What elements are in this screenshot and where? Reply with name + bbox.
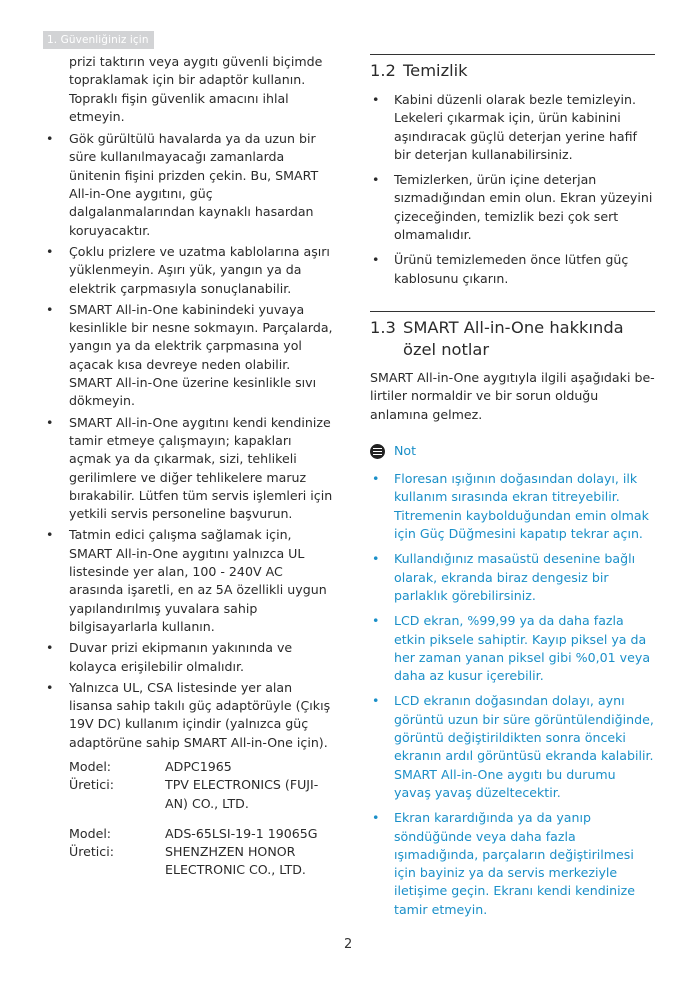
list-item: • Kabini düzenli olarak bezle temizleyin. Lekeleri çıkarmak için, ürün kabinini aşındıracak güçlü deterjan yerine hafif bir deterjan kullanabilirsiniz.	[370, 91, 655, 164]
list-item: • LCD ekran, %99,99 ya da daha fazla etkin piksele sahiptir. Kayıp piksel ya da her zaman yanan piksel gibi %0,01 veya daha az kusur içerebilir.	[370, 612, 655, 685]
list-item: • Çoklu prizlere ve uzatma kablolarına aşırı yüklenmeyin. Aşırı yük, yangın ya da elektrik çarpmasıyla sonuçlanabilir.	[44, 243, 334, 298]
note-list	[370, 470, 655, 919]
model-value: ADS-65LSI-19-1 19065G	[165, 825, 318, 841]
list-item: • Duvar prizi ekipmanın yakınında ve kolayca erişilebilir olmalıdır.	[44, 639, 334, 676]
spec-group	[69, 825, 334, 880]
right-column	[370, 54, 655, 926]
section-title: SMART All-in-One hakkında özel notlar	[403, 317, 624, 359]
section-divider	[370, 311, 655, 312]
model-value: ADPC1965	[165, 758, 232, 774]
section-number: 1.3	[370, 317, 396, 337]
adapter-specs	[44, 758, 334, 880]
list-item: • SMART All-in-One kabinindeki yuvaya kesinlikle bir nesne sokmayın. Parçalarda, yangın ya da elektrik çarpmasına yol açacak kısa devreye neden olabilir. SMART All-in-One üzerine kesinlikle sıvı dökmeyin.	[44, 301, 334, 411]
section-heading-cleaning	[370, 60, 655, 82]
list-item: • Yalnızca UL, CSA listesinde yer alan lisansa sahip takılı güç adaptörüyle (Çıkış 19V DC) kullanım içindir (yalnızca güç adaptörüne sahip SMART All-in-One için).	[44, 679, 334, 752]
list-item: • Kullandığınız masaüstü desenine bağlı olarak, ekranda biraz dengesiz bir parlaklık görebilirsiniz.	[370, 550, 655, 605]
section-divider	[370, 54, 655, 55]
note-icon	[370, 444, 385, 459]
list-item: • Floresan ışığının doğasından dolayı, ilk kullanım sırasında ekran titreyebilir. Titremenin kaybolduğundan emin olmak için Güç Düğmesini kapatıp tekrar açın.	[370, 470, 655, 543]
intro-paragraph: SMART All-in-One aygıtıyla ilgili aşağıdaki be-lirtiler normaldir ve bir sorun olduğu anlamına gelmez.	[370, 369, 655, 422]
list-item: • LCD ekranın doğasından dolayı, aynı görüntü uzun bir süre görüntülendiğinde, görüntü değiştirildikten sonra önceki ekranın ardıl görüntüsü ekranda kalabilir. SMART All-in-One aygıtı bu durumu yavaş yavaş düzeltecektir.	[370, 692, 655, 802]
maker-label: Üretici:	[69, 777, 114, 793]
page-number: 2	[344, 937, 353, 952]
maker-label: Üretici:	[69, 844, 114, 860]
section-heading-notes	[370, 317, 655, 361]
model-label: Model:	[69, 825, 112, 841]
left-column	[44, 53, 334, 892]
section-tab: 1. Güvenliğiniz için	[43, 31, 154, 49]
list-item: • Temizlerken, ürün içine deterjan sızmadığından emin olun. Ekran yüzeyini çizeceğinden, temizlik bezi çok sert olmamalıdır.	[370, 171, 655, 244]
list-item: • Tatmin edici çalışma sağlamak için, SMART All-in-One aygıtını yalnızca UL listesinde yer alan, 100 - 240V AC arasında işaretli, en az 5A özellikli uygun yapılandırılmış yuvalara sahip bilgisayarlarla kullanın.	[44, 526, 334, 636]
note-heading	[370, 442, 655, 460]
safety-list	[44, 130, 334, 752]
continuation-paragraph: prizi taktırın veya aygıtı güvenli biçimde topraklamak için bir adaptör kullanın. Topraklı fişin güvenlik amacını ihlal etmeyin.	[69, 54, 323, 124]
cleaning-list	[370, 91, 655, 288]
maker-value: TPV ELECTRONICS (FUJI-AN) CO., LTD.	[165, 777, 319, 811]
note-label: Not	[394, 442, 417, 458]
model-label: Model:	[69, 758, 112, 774]
section-number: 1.2	[370, 61, 396, 80]
list-item: • Gök gürültülü havalarda ya da uzun bir süre kullanılmayacağı zamanlarda ünitenin fişini prizden çekin. Bu, SMART All-in-One aygıtını, güç dalgalanmalarından kaynaklı hasardan koruyacaktır.	[44, 130, 334, 240]
list-item: • SMART All-in-One aygıtını kendi kendinize tamir etmeye çalışmayın; kapakları açmak ya da çıkarmak, sizi, tehlikeli gerilimlere ve diğer tehlikelere maruz bırakabilir. Lütfen tüm servis işlemleri için yetkili servis personeline başvurun.	[44, 414, 334, 524]
list-item: • Ürünü temizlemeden önce lütfen güç kablosunu çıkarın.	[370, 251, 655, 288]
maker-value: SHENZHZEN HONOR ELECTRONIC CO., LTD.	[165, 844, 306, 878]
list-item: • Ekran karardığında ya da yanıp söndüğünde veya daha fazla ışımadığında, parçaların değiştirilmesi için bayiniz ya da servis merkeziyle iletişime geçin. Ekranı kendi kendinize tamir etmeyin.	[370, 809, 655, 919]
spec-group	[69, 758, 334, 813]
section-title: Temizlik	[403, 61, 468, 80]
